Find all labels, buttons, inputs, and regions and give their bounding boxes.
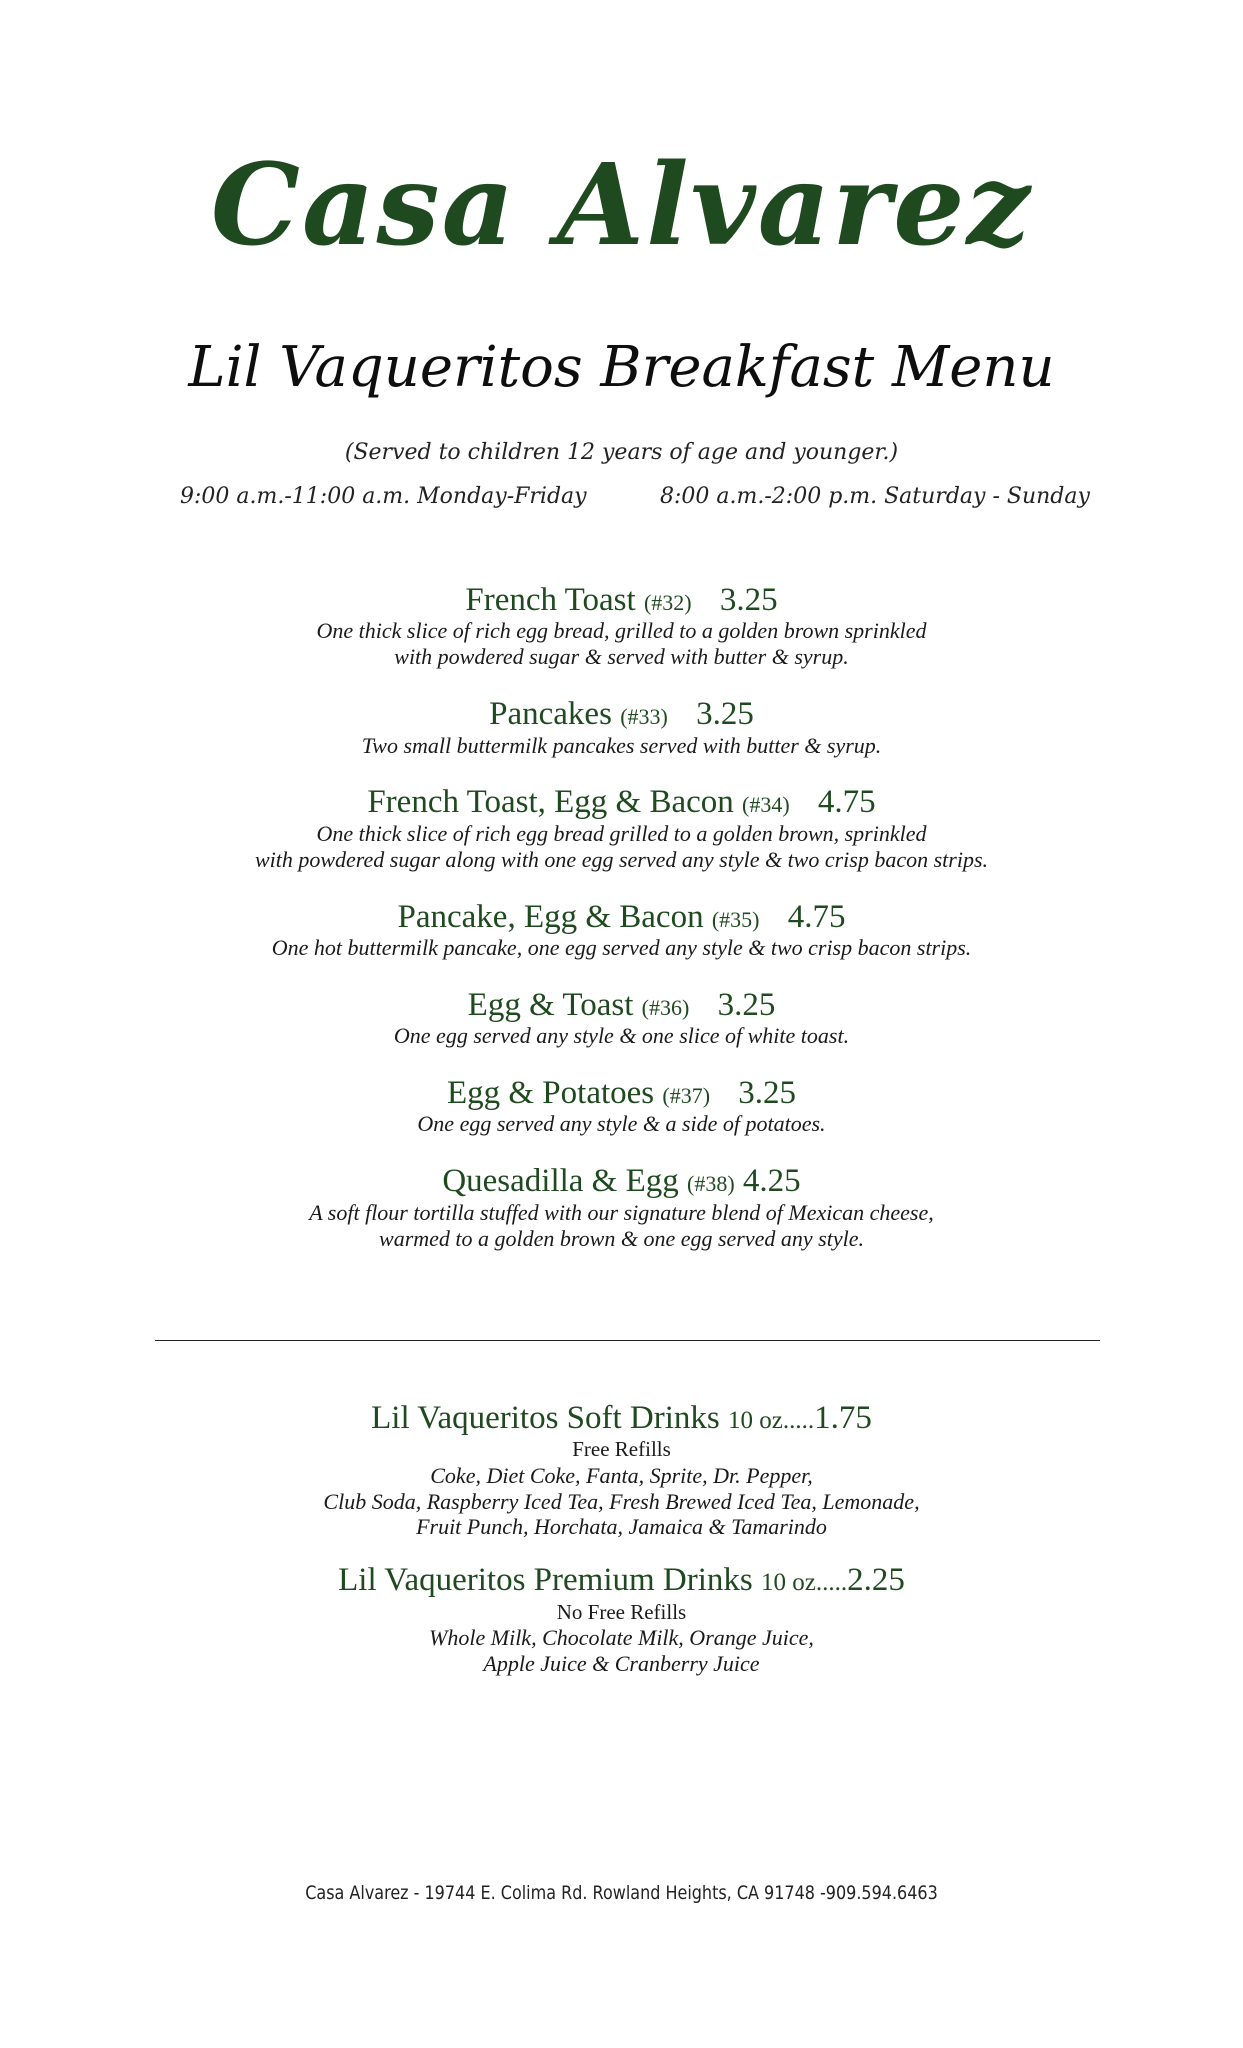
- menu-item-code: (#32): [643, 590, 692, 615]
- drink-group: [0, 1400, 1243, 1540]
- menu-item-code: (#35): [711, 906, 760, 932]
- menu-item-description: One thick slice of rich egg bread grilled to a golden brown, sprinkled: [316, 820, 927, 846]
- menu-item: [0, 1075, 1243, 1137]
- menu-item-code: (#36): [641, 994, 690, 1020]
- menu-item-description: warmed to a golden brown & one egg served any style.: [379, 1225, 864, 1251]
- menu-item-price: 4.75: [787, 898, 846, 935]
- menu-title: Lil Vaqueritos Breakfast Menu: [188, 335, 1055, 400]
- drink-size: 10 oz.....: [761, 1569, 848, 1597]
- menu-item-description: Two small buttermilk pancakes served with butter & syrup.: [361, 732, 882, 758]
- drinks-section: [0, 1400, 1243, 1699]
- drink-title: Lil Vaqueritos Premium Drinks: [338, 1562, 753, 1599]
- menu-item: [0, 899, 1243, 961]
- breakfast-menu-items: [0, 582, 1243, 1278]
- restaurant-name: Casa Alvarez: [210, 140, 1033, 271]
- menu-item-description: with powdered sugar along with one egg served any style & two crisp bacon strips.: [254, 846, 989, 872]
- menu-item-price: 3.25: [738, 1075, 797, 1112]
- menu-item-heading: [0, 1075, 1243, 1111]
- drink-group: [0, 1562, 1243, 1676]
- menu-item-price: 4.25: [742, 1163, 801, 1200]
- menu-item-description: with powdered sugar & served with butter & syrup.: [394, 644, 849, 670]
- drink-heading: [0, 1400, 1243, 1436]
- drink-price: 2.25: [847, 1562, 905, 1599]
- drink-heading: [0, 1562, 1243, 1598]
- drink-list: Fruit Punch, Horchata, Jamaica & Tamarindo: [416, 1514, 827, 1540]
- menu-item-name: Egg & Toast: [467, 986, 634, 1023]
- drink-list: Whole Milk, Chocolate Milk, Orange Juice,: [429, 1624, 814, 1650]
- menu-item: [0, 784, 1243, 872]
- menu-item-name: French Toast: [465, 582, 636, 618]
- drink-title: Lil Vaqueritos Soft Drinks: [371, 1400, 720, 1436]
- drink-size: 10 oz.....: [728, 1407, 815, 1434]
- menu-item-description: One hot buttermilk pancake, one egg served any style & two crisp bacon strips.: [271, 934, 972, 960]
- menu-item-name: Pancake, Egg & Bacon: [397, 898, 704, 935]
- menu-item: [0, 582, 1243, 670]
- menu-item-heading: [0, 1163, 1243, 1199]
- age-restriction-note: (Served to children 12 years of age and younger.): [344, 440, 899, 465]
- menu-item-name: Egg & Potatoes: [446, 1075, 655, 1112]
- drink-price: 1.75: [814, 1400, 872, 1436]
- menu-item-name: Pancakes: [489, 696, 612, 733]
- menu-item-heading: [0, 987, 1243, 1023]
- footer-address: Casa Alvarez - 19744 E. Colima Rd. Rowland Heights, CA 91748 -909.594.6463: [305, 1881, 938, 1904]
- menu-item-heading: [0, 582, 1243, 618]
- menu-item-heading: [0, 784, 1243, 820]
- menu-item-code: (#37): [662, 1083, 711, 1109]
- menu-item-code: (#34): [742, 792, 790, 818]
- menu-item-price: 3.25: [717, 986, 776, 1023]
- refill-note: No Free Refills: [556, 1599, 687, 1624]
- menu-item: [0, 1163, 1243, 1251]
- menu-item: [0, 696, 1243, 758]
- menu-item-description: One egg served any style & a side of potatoes.: [417, 1111, 826, 1137]
- menu-item-code: (#33): [620, 704, 668, 730]
- menu-item: [0, 987, 1243, 1049]
- weekend-hours: 8:00 a.m.-2:00 p.m. Saturday - Sunday: [660, 484, 1090, 509]
- menu-item-code: (#38): [687, 1171, 735, 1197]
- menu-item-price: 4.75: [817, 784, 876, 821]
- refill-note: Free Refills: [572, 1437, 671, 1462]
- menu-item-description: A soft flour tortilla stuffed with our signature blend of Mexican cheese,: [309, 1199, 934, 1225]
- menu-item-price: 3.25: [719, 582, 778, 618]
- drink-list: Apple Juice & Cranberry Juice: [483, 1650, 760, 1676]
- menu-item-price: 3.25: [696, 696, 754, 733]
- menu-item-heading: [0, 899, 1243, 935]
- menu-item-heading: [0, 696, 1243, 732]
- drink-list: Club Soda, Raspberry Iced Tea, Fresh Brewed Iced Tea, Lemonade,: [323, 1488, 920, 1514]
- section-divider: [155, 1340, 1100, 1341]
- menu-item-description: One thick slice of rich egg bread, grilled to a golden brown sprinkled: [316, 618, 927, 644]
- weekday-hours: 9:00 a.m.-11:00 a.m. Monday-Friday: [180, 484, 587, 509]
- drink-list: Coke, Diet Coke, Fanta, Sprite, Dr. Pepper,: [430, 1462, 813, 1488]
- menu-item-name: French Toast, Egg & Bacon: [367, 784, 734, 821]
- menu-item-description: One egg served any style & one slice of white toast.: [393, 1023, 850, 1049]
- menu-item-name: Quesadilla & Egg: [442, 1163, 679, 1200]
